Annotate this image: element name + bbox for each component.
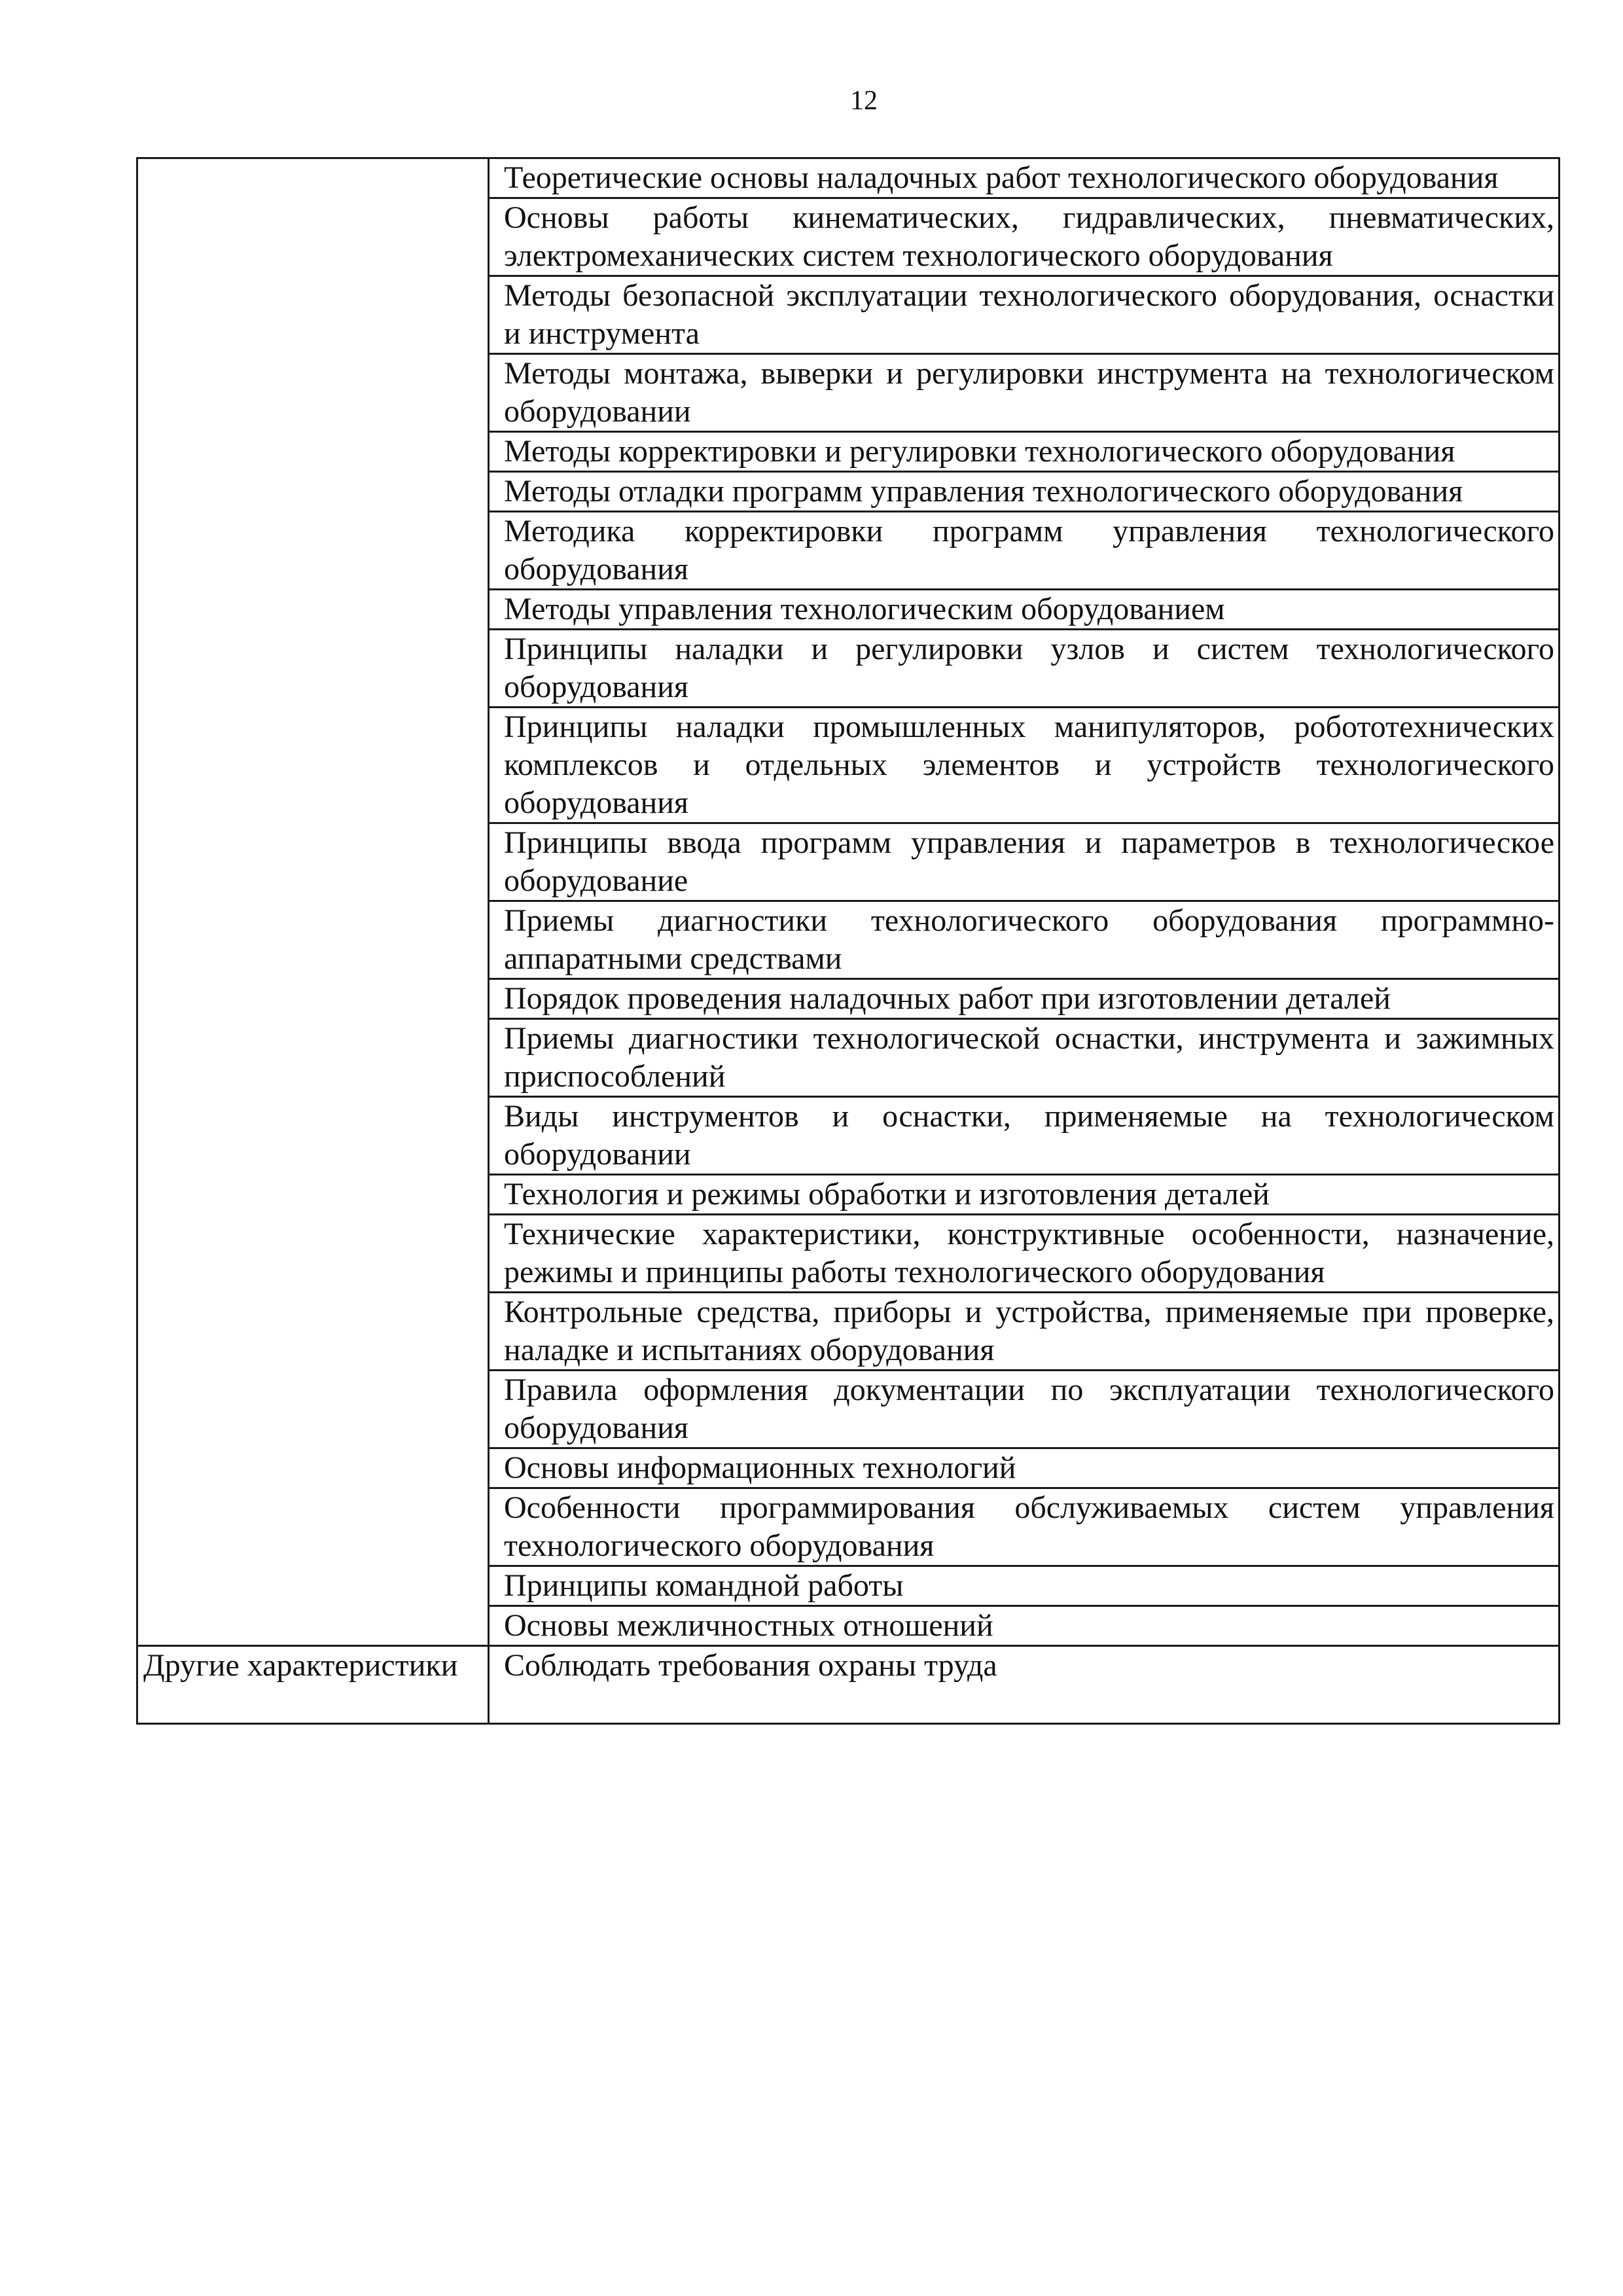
knowledge-item: Приемы диагностики технологической оснастки, инструмента и зажимных приспособлений — [489, 1019, 1560, 1097]
knowledge-item: Методика корректировки программ управления технологического оборудования — [489, 512, 1560, 590]
knowledge-item: Основы межличностных отношений — [489, 1606, 1560, 1646]
other-characteristics-value: Соблюдать требования охраны труда — [489, 1646, 1560, 1724]
knowledge-item: Основы работы кинематических, гидравлических, пневматических, электромеханических систем технологического оборудования — [489, 198, 1560, 276]
table-body — [137, 158, 1560, 1724]
knowledge-item: Приемы диагностики технологического оборудования программно-аппаратными средствами — [489, 901, 1560, 979]
knowledge-item: Основы информационных технологий — [489, 1448, 1560, 1488]
knowledge-item: Правила оформления документации по эксплуатации технологического оборудования — [489, 1371, 1560, 1448]
knowledge-item: Методы монтажа, выверки и регулировки инструмента на технологическом оборудовании — [489, 354, 1560, 432]
knowledge-item: Принципы наладки и регулировки узлов и систем технологического оборудования — [489, 630, 1560, 708]
knowledge-table — [136, 157, 1560, 1725]
knowledge-item: Технические характеристики, конструктивные особенности, назначение, режимы и принципы работы технологического оборудования — [489, 1215, 1560, 1293]
knowledge-item: Методы управления технологическим оборудованием — [489, 590, 1560, 630]
knowledge-item: Порядок проведения наладочных работ при изготовлении деталей — [489, 979, 1560, 1019]
knowledge-item: Методы корректировки и регулировки технологического оборудования — [489, 432, 1560, 472]
knowledge-item: Контрольные средства, приборы и устройства, применяемые при проверке, наладке и испытаниях оборудования — [489, 1293, 1560, 1371]
knowledge-item: Методы отладки программ управления технологического оборудования — [489, 472, 1560, 512]
other-characteristics-row — [137, 1646, 1560, 1724]
knowledge-label-cell — [137, 158, 489, 1646]
knowledge-item: Принципы наладки промышленных манипуляторов, робототехнических комплексов и отдельных элементов и устройств технологического оборудования — [489, 708, 1560, 823]
knowledge-item: Виды инструментов и оснастки, применяемые на технологическом оборудовании — [489, 1097, 1560, 1175]
table-row — [137, 158, 1560, 198]
page-number: 12 — [850, 86, 878, 116]
knowledge-item: Теоретические основы наладочных работ технологического оборудования — [489, 158, 1560, 198]
knowledge-item: Особенности программирования обслуживаемых систем управления технологического оборудования — [489, 1488, 1560, 1566]
knowledge-item: Методы безопасной эксплуатации технологического оборудования, оснастки и инструмента — [489, 276, 1560, 354]
other-characteristics-label: Другие характеристики — [137, 1646, 489, 1724]
knowledge-item: Принципы командной работы — [489, 1566, 1560, 1606]
knowledge-item: Принципы ввода программ управления и параметров в технологическое оборудование — [489, 823, 1560, 901]
knowledge-item: Технология и режимы обработки и изготовления деталей — [489, 1175, 1560, 1215]
